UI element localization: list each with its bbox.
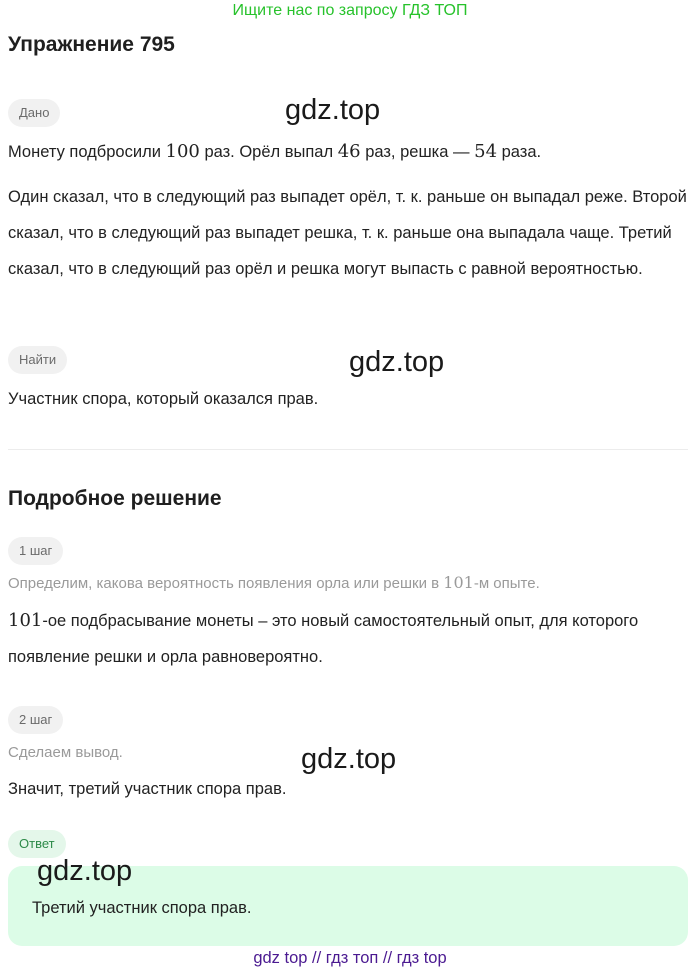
answer-text: Третий участник спора прав. <box>32 899 252 917</box>
step-text: -ое подбрасывание монеты – это новый самостоятельный опыт, для которого появление решки и орла равновероятно. <box>8 612 639 666</box>
given-tag: Дано <box>8 99 60 127</box>
given-text: Монету подбросили <box>8 143 166 161</box>
watermark: gdz.top <box>301 743 397 775</box>
given-text: раз, решка — <box>360 143 475 161</box>
find-tag: Найти <box>8 346 67 374</box>
answer-tag: Ответ <box>8 830 66 858</box>
hint-number: 101 <box>443 573 474 592</box>
watermark: gdz.top <box>349 346 445 378</box>
step-2-text: Значит, третий участник спора прав. <box>8 780 287 798</box>
watermark: gdz.top <box>285 94 381 126</box>
given-number: 100 <box>165 141 200 162</box>
step-1-tag: 1 шаг <box>8 537 63 565</box>
given-statement: Один сказал, что в следующий раз выпадет орёл, т. к. раньше он выпадал реже. Второй сказал, что в следующий раз выпадет решка, т. к. раньше она выпадала чаще. Третий сказал, что в следующий раз орёл и решка могут выпасть с равной вероятностью. <box>8 188 687 278</box>
given-number: 46 <box>337 141 361 162</box>
top-search-banner: Ищите нас по запросу ГДЗ ТОП <box>232 2 468 19</box>
solution-title: Подробное решение <box>8 487 222 510</box>
step-number: 101 <box>8 610 43 631</box>
step-1-hint <box>8 572 688 595</box>
step-2-tag: 2 шаг <box>8 706 63 734</box>
find-text: Участник спора, который оказался прав. <box>8 390 319 408</box>
hint-text: Определим, какова вероятность появления орла или решки в <box>8 575 444 592</box>
given-text: раз. Орёл выпал <box>199 143 338 161</box>
step-2-hint: Сделаем вывод. <box>8 744 123 761</box>
bottom-banner: gdz top // гдз топ // гдз top <box>253 949 447 967</box>
given-text: раза. <box>497 143 542 161</box>
watermark: gdz.top <box>37 855 133 887</box>
exercise-title: Упражнение 795 <box>8 33 175 56</box>
given-number: 54 <box>474 141 498 162</box>
given-line-1 <box>8 139 688 165</box>
section-divider <box>8 449 688 450</box>
hint-text: -м опыте. <box>473 575 540 592</box>
step-1-text <box>8 603 688 675</box>
